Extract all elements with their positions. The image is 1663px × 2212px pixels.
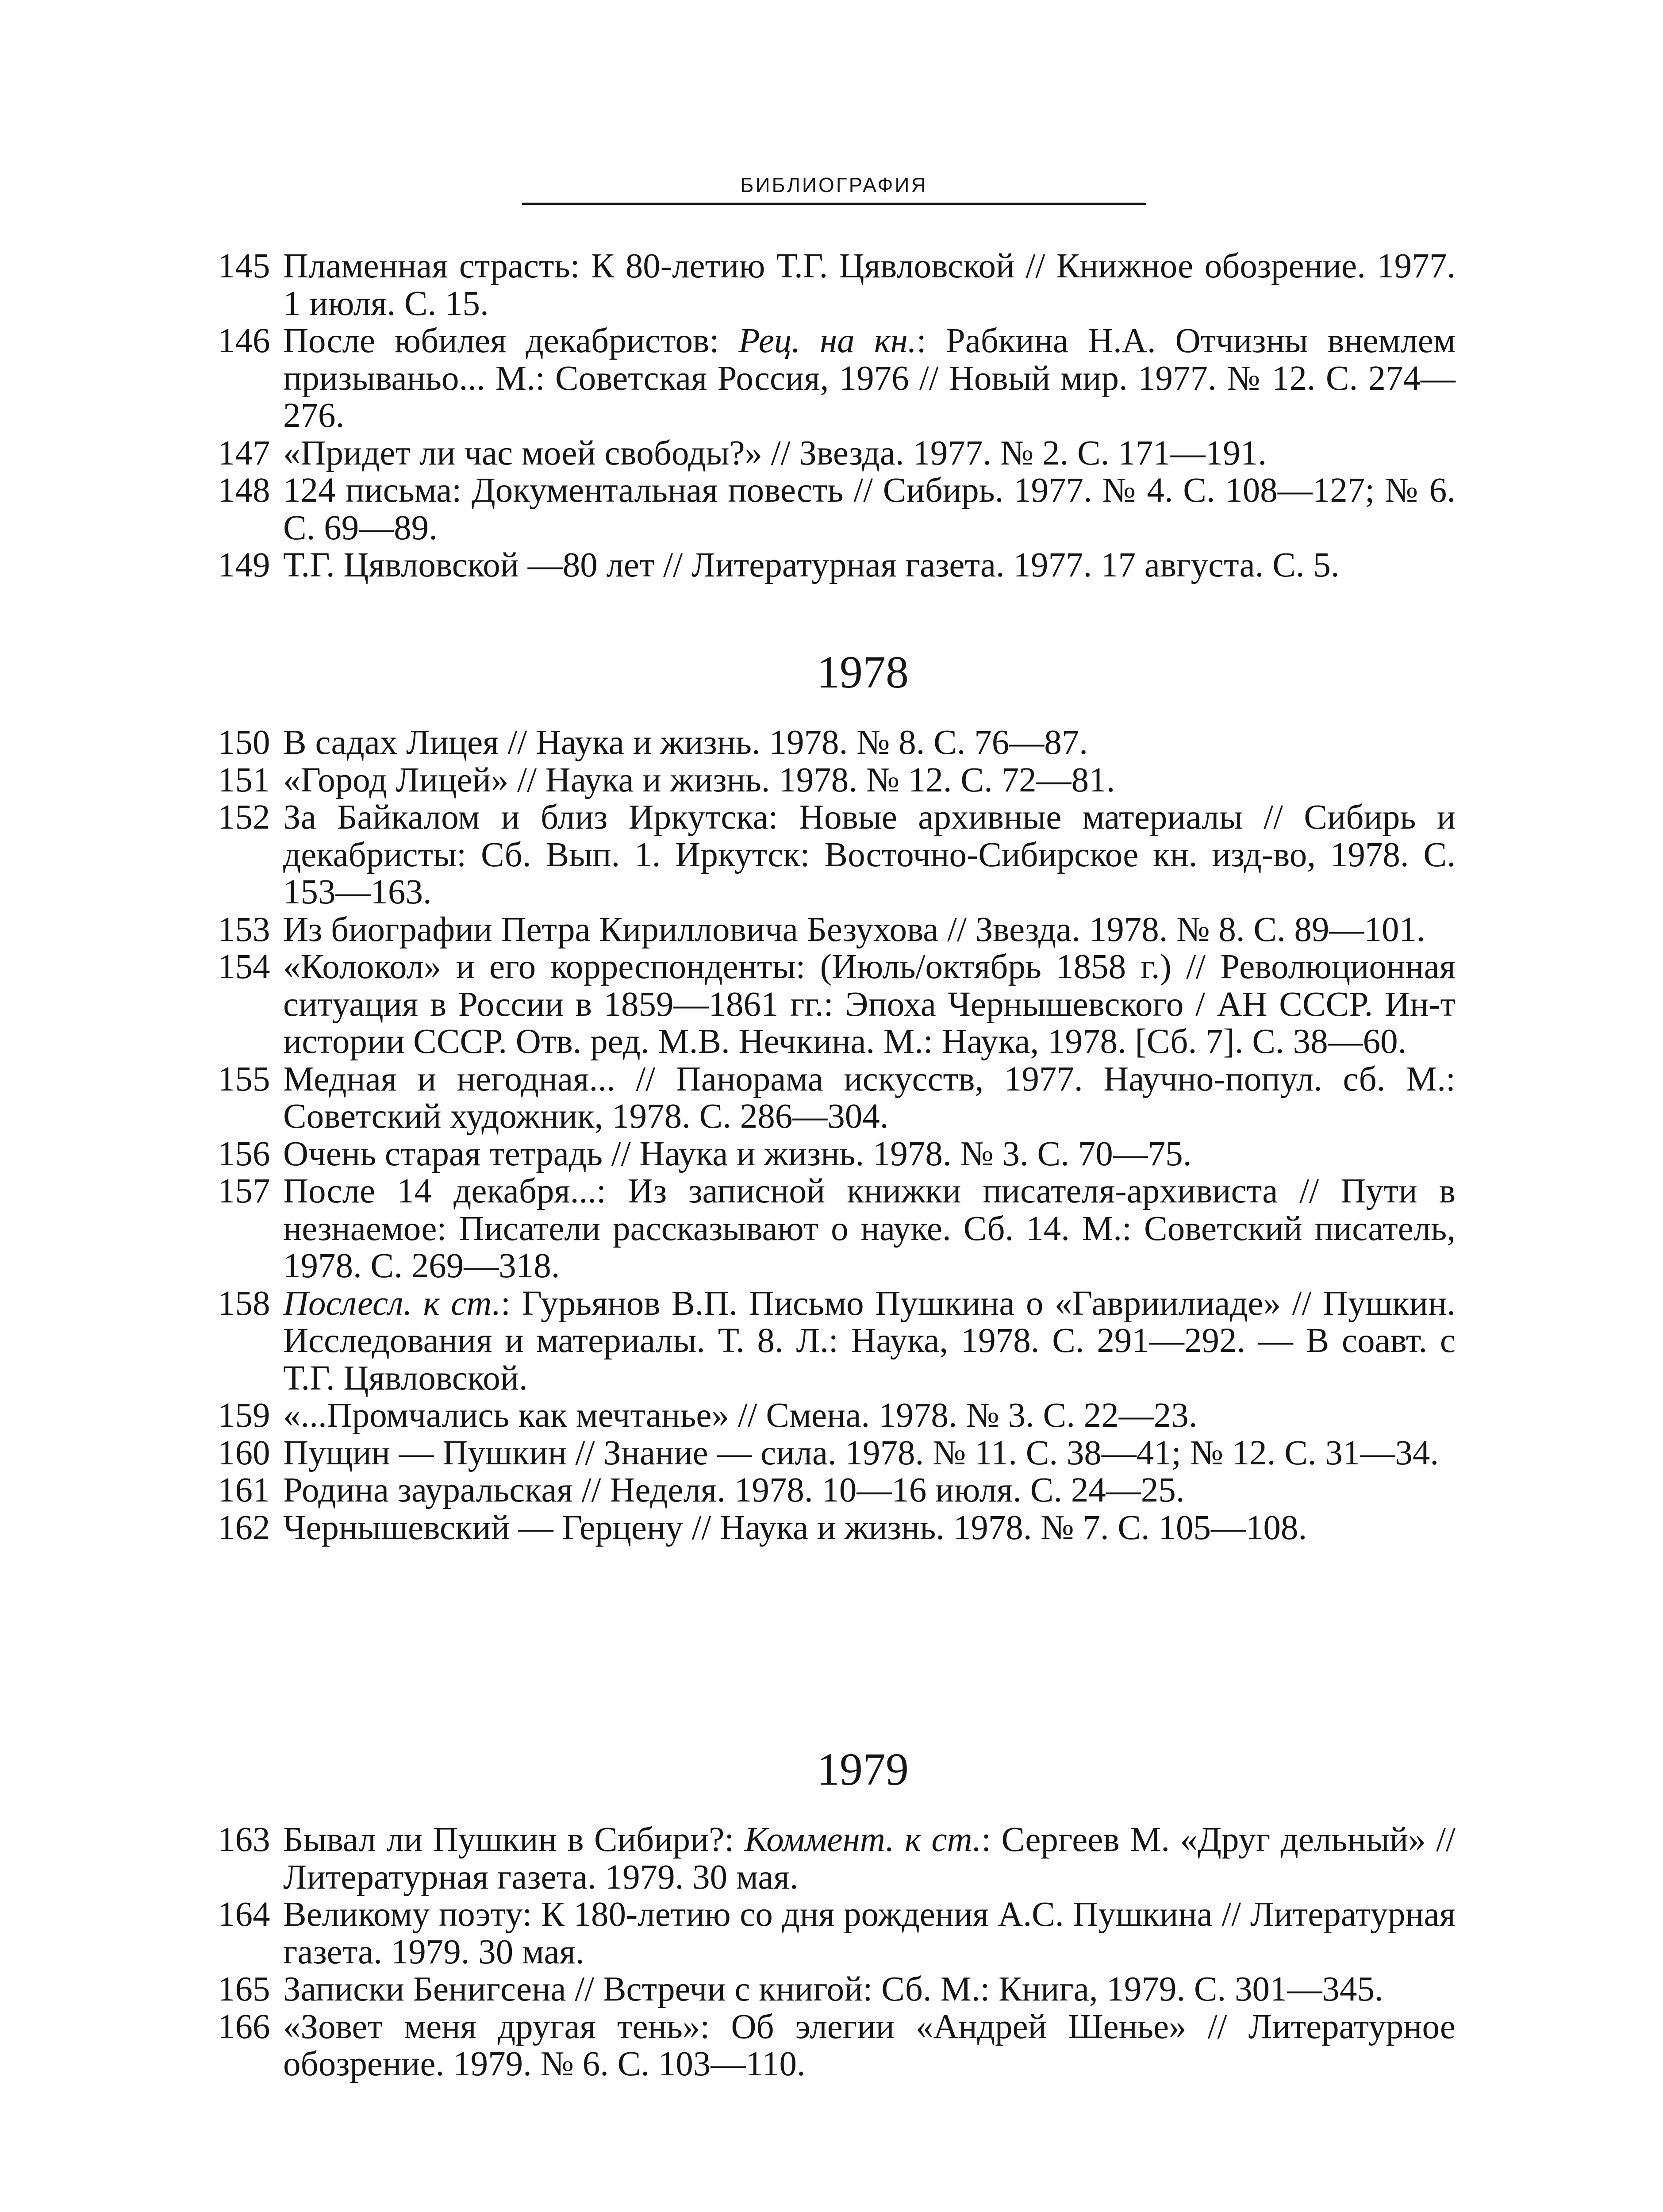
bibliography-entry xyxy=(204,1509,1456,1547)
bibliography-section-1977 xyxy=(204,248,1456,584)
bibliography-entry xyxy=(204,1435,1456,1472)
bibliography-entry xyxy=(204,472,1456,547)
bibliography-entry xyxy=(204,1285,1456,1398)
entry-text: Медная и негодная... // Панорама искусств, 1977. Научно-попул. сб. М.: Советский художник, 1978. С. 286—304. xyxy=(283,1060,1456,1136)
bibliography-entry xyxy=(204,435,1456,472)
entry-text: «Город Лицей» // Наука и жизнь. 1978. № 12. С. 72—81. xyxy=(283,760,1115,799)
bibliography-entry xyxy=(204,762,1456,799)
entry-number: 164 xyxy=(218,1895,270,1934)
running-head: БИБЛИОГРАФИЯ xyxy=(740,173,928,196)
entry-number: 153 xyxy=(218,910,270,949)
entry-number: 161 xyxy=(218,1471,270,1509)
bibliography-section-1979 xyxy=(204,1741,1456,2083)
bibliography-entry xyxy=(204,1061,1456,1136)
entry-number: 151 xyxy=(218,760,270,799)
entry-text: Очень старая тетрадь // Наука и жизнь. 1978. № 3. С. 70—75. xyxy=(283,1134,1192,1173)
entry-text: Записки Бенигсена // Встречи с книгой: Сб. М.: Книга, 1979. С. 301—345. xyxy=(283,1970,1383,2008)
entry-text: «...Промчались как мечтанье» // Смена. 1978. № 3. С. 22—23. xyxy=(283,1396,1198,1435)
bibliography-entry xyxy=(204,724,1456,762)
entry-number: 148 xyxy=(218,471,270,510)
year-heading: 1979 xyxy=(817,1744,909,1795)
entry-text: Пламенная страсть: К 80-летию Т.Г. Цявловской // Книжное обозрение. 1977. 1 июля. С. 15. xyxy=(283,247,1456,323)
entry-text: После 14 декабря...: Из записной книжки писателя-архивиста // Пути в незнаемое: Писатели рассказывают о науке. Сб. 14. М.: Советский писатель, 1978. С. 269—318. xyxy=(283,1172,1456,1285)
entry-text: После юбилея декабристов: Рец. на кн.: Рабкина Н.А. Отчизны внемлем призываньо... М.: Советская Россия, 1976 // Новый мир. 1977. № 12. С. 274—276. xyxy=(283,322,1456,435)
entry-number: 154 xyxy=(218,948,270,986)
entry-text: «Придет ли час моей свободы?» // Звезда. 1977. № 2. С. 171—191. xyxy=(283,434,1267,472)
bibliography-entry xyxy=(204,1971,1456,2008)
entry-text: 124 письма: Документальная повесть // Сибирь. 1977. № 4. С. 108—127; № 6. С. 69—89. xyxy=(283,471,1456,547)
bibliography-section-1978 xyxy=(204,644,1456,1547)
entry-number: 162 xyxy=(218,1508,270,1547)
entry-number: 165 xyxy=(218,1970,270,2008)
entry-number: 157 xyxy=(218,1172,270,1210)
entry-text: За Байкалом и близ Иркутска: Новые архивные материалы // Сибирь и декабристы: Сб. Вып. 1. Иркутск: Восточно-Сибирское кн. изд-во, 1978. С. 153—163. xyxy=(283,798,1456,911)
entry-text: «Зовет меня другая тень»: Об элегии «Андрей Шенье» // Литературное обозрение. 1979. № 6. С. 103—110. xyxy=(283,2007,1456,2083)
bibliography-entry xyxy=(204,1896,1456,1971)
entry-text: Пущин — Пушкин // Знание — сила. 1978. № 11. С. 38—41; № 12. С. 31—34. xyxy=(283,1433,1439,1472)
entry-text: Родина зауральская // Неделя. 1978. 10—16 июля. С. 24—25. xyxy=(283,1471,1185,1509)
bibliography-entry xyxy=(204,1397,1456,1435)
entry-number: 152 xyxy=(218,798,270,837)
entry-text: Из биографии Петра Кирилловича Безухова // Звезда. 1978. № 8. С. 89—101. xyxy=(283,910,1425,949)
entry-text: «Колокол» и его корреспонденты: (Июль/октябрь 1858 г.) // Революционная ситуация в России в 1859—1861 гг.: Эпоха Чернышевского / АН СССР. Ин-т истории СССР. Отв. ред. М.В. Нечкина. М.: Наука, 1978. [Сб. 7]. С. 38—60. xyxy=(283,948,1456,1061)
bibliography-entry xyxy=(204,547,1456,584)
bibliography-entry xyxy=(204,2008,1456,2083)
entry-number: 149 xyxy=(218,546,270,584)
entry-number: 166 xyxy=(218,2007,270,2046)
header-rule xyxy=(522,203,1146,205)
bibliography-entry xyxy=(204,1821,1456,1896)
bibliography-entry xyxy=(204,1173,1456,1285)
entry-number: 160 xyxy=(218,1433,270,1472)
year-heading: 1978 xyxy=(817,647,909,698)
bibliography-entry xyxy=(204,911,1456,949)
entry-text: Бывал ли Пушкин в Сибири?: Коммент. к ст.: Сергеев М. «Друг дельный» // Литературная газета. 1979. 30 мая. xyxy=(283,1820,1456,1897)
bibliography-entry xyxy=(204,949,1456,1061)
entry-number: 150 xyxy=(218,723,270,762)
entry-text: Великому поэту: К 180-летию со дня рождения А.С. Пушкина // Литературная газета. 1979. 30 мая. xyxy=(283,1895,1456,1971)
bibliography-entry xyxy=(204,799,1456,911)
bibliography-entry xyxy=(204,1136,1456,1173)
bibliography-entry xyxy=(204,1472,1456,1509)
entry-number: 146 xyxy=(218,322,270,360)
entry-number: 145 xyxy=(218,247,270,285)
entry-number: 147 xyxy=(218,434,270,472)
entry-text: Т.Г. Цявловской —80 лет // Литературная газета. 1977. 17 августа. С. 5. xyxy=(283,546,1340,584)
entry-number: 156 xyxy=(218,1134,270,1173)
entry-text: Послесл. к ст.: Гурьянов В.П. Письмо Пушкина о «Гавриилиаде» // Пушкин. Исследования и материалы. Т. 8. Л.: Наука, 1978. С. 291—292. — В соавт. с Т.Г. Цявловской. xyxy=(283,1284,1456,1398)
entry-number: 159 xyxy=(218,1396,270,1435)
entry-number: 163 xyxy=(218,1820,270,1859)
entry-number: 155 xyxy=(218,1060,270,1098)
entry-number: 158 xyxy=(218,1284,270,1323)
bibliography-entry xyxy=(204,323,1456,435)
bibliography-entry xyxy=(204,248,1456,323)
entry-text: В садах Лицея // Наука и жизнь. 1978. № 8. С. 76—87. xyxy=(283,723,1088,762)
entry-text: Чернышевский — Герцену // Наука и жизнь. 1978. № 7. С. 105—108. xyxy=(283,1508,1307,1547)
